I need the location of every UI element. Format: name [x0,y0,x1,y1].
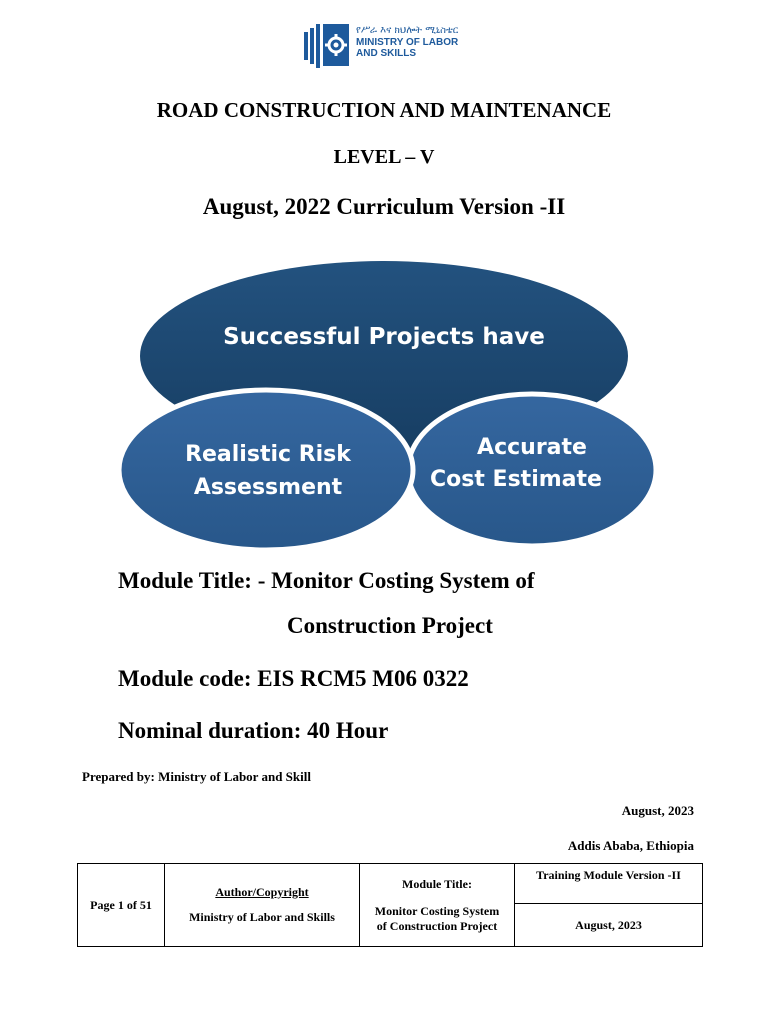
prepared-by: Prepared by: Ministry of Labor and Skill [82,769,311,784]
top-ellipse-text: Successful Projects have [223,324,545,350]
footer-module-title-line-2: of Construction Project [376,918,498,933]
logo-line-1: MINISTRY OF LABOR [356,37,459,48]
ministry-logo [304,22,484,70]
left-ellipse-text-2: Assessment [193,475,343,500]
nominal-duration: Nominal duration: 40 Hour [118,718,389,743]
module-title-line-2: Construction Project [287,613,493,638]
author-heading: Author/Copyright [215,885,309,899]
logo-line-2: AND SKILLS [356,48,416,59]
training-module-version: Training Module Version -II [536,868,681,882]
publish-date: August, 2023 [621,803,694,818]
footer-module-title-heading: Module Title: [402,876,472,891]
module-code: Module code: EIS RCM5 M06 0322 [118,666,469,691]
left-ellipse-text-1: Realistic Risk [185,442,351,467]
author-cell [165,864,360,947]
right-ellipse-text-2: Cost Estimate [430,467,602,492]
location: Addis Ababa, Ethiopia [567,838,694,853]
footer-date-cell [515,904,703,947]
ministry-emblem-icon [304,22,352,68]
right-ellipse-text-1: Accurate [477,435,587,460]
page-number: Page 1 of 51 [90,897,152,912]
logo-amharic-text: የሥራ እና ክህሎት ሚኒስቴር [356,25,459,36]
module-title-cell [360,864,515,947]
level-heading: LEVEL – V [333,146,435,168]
page-cell [78,864,165,947]
author-name: Ministry of Labor and Skills [189,910,335,924]
module-title-line-1: Module Title: - Monitor Costing System of [118,568,535,593]
curriculum-heading: August, 2022 Curriculum Version -II [202,194,566,219]
version-cell [515,864,703,904]
logo-text [356,24,458,59]
projects-venn-graphic [118,256,658,552]
footer-module-title-line-1: Monitor Costing System [374,903,500,918]
footer-table [77,863,703,947]
document-title: ROAD CONSTRUCTION AND MAINTENANCE [156,98,612,122]
left-ellipse [119,390,413,550]
footer-date: August, 2023 [575,917,642,932]
